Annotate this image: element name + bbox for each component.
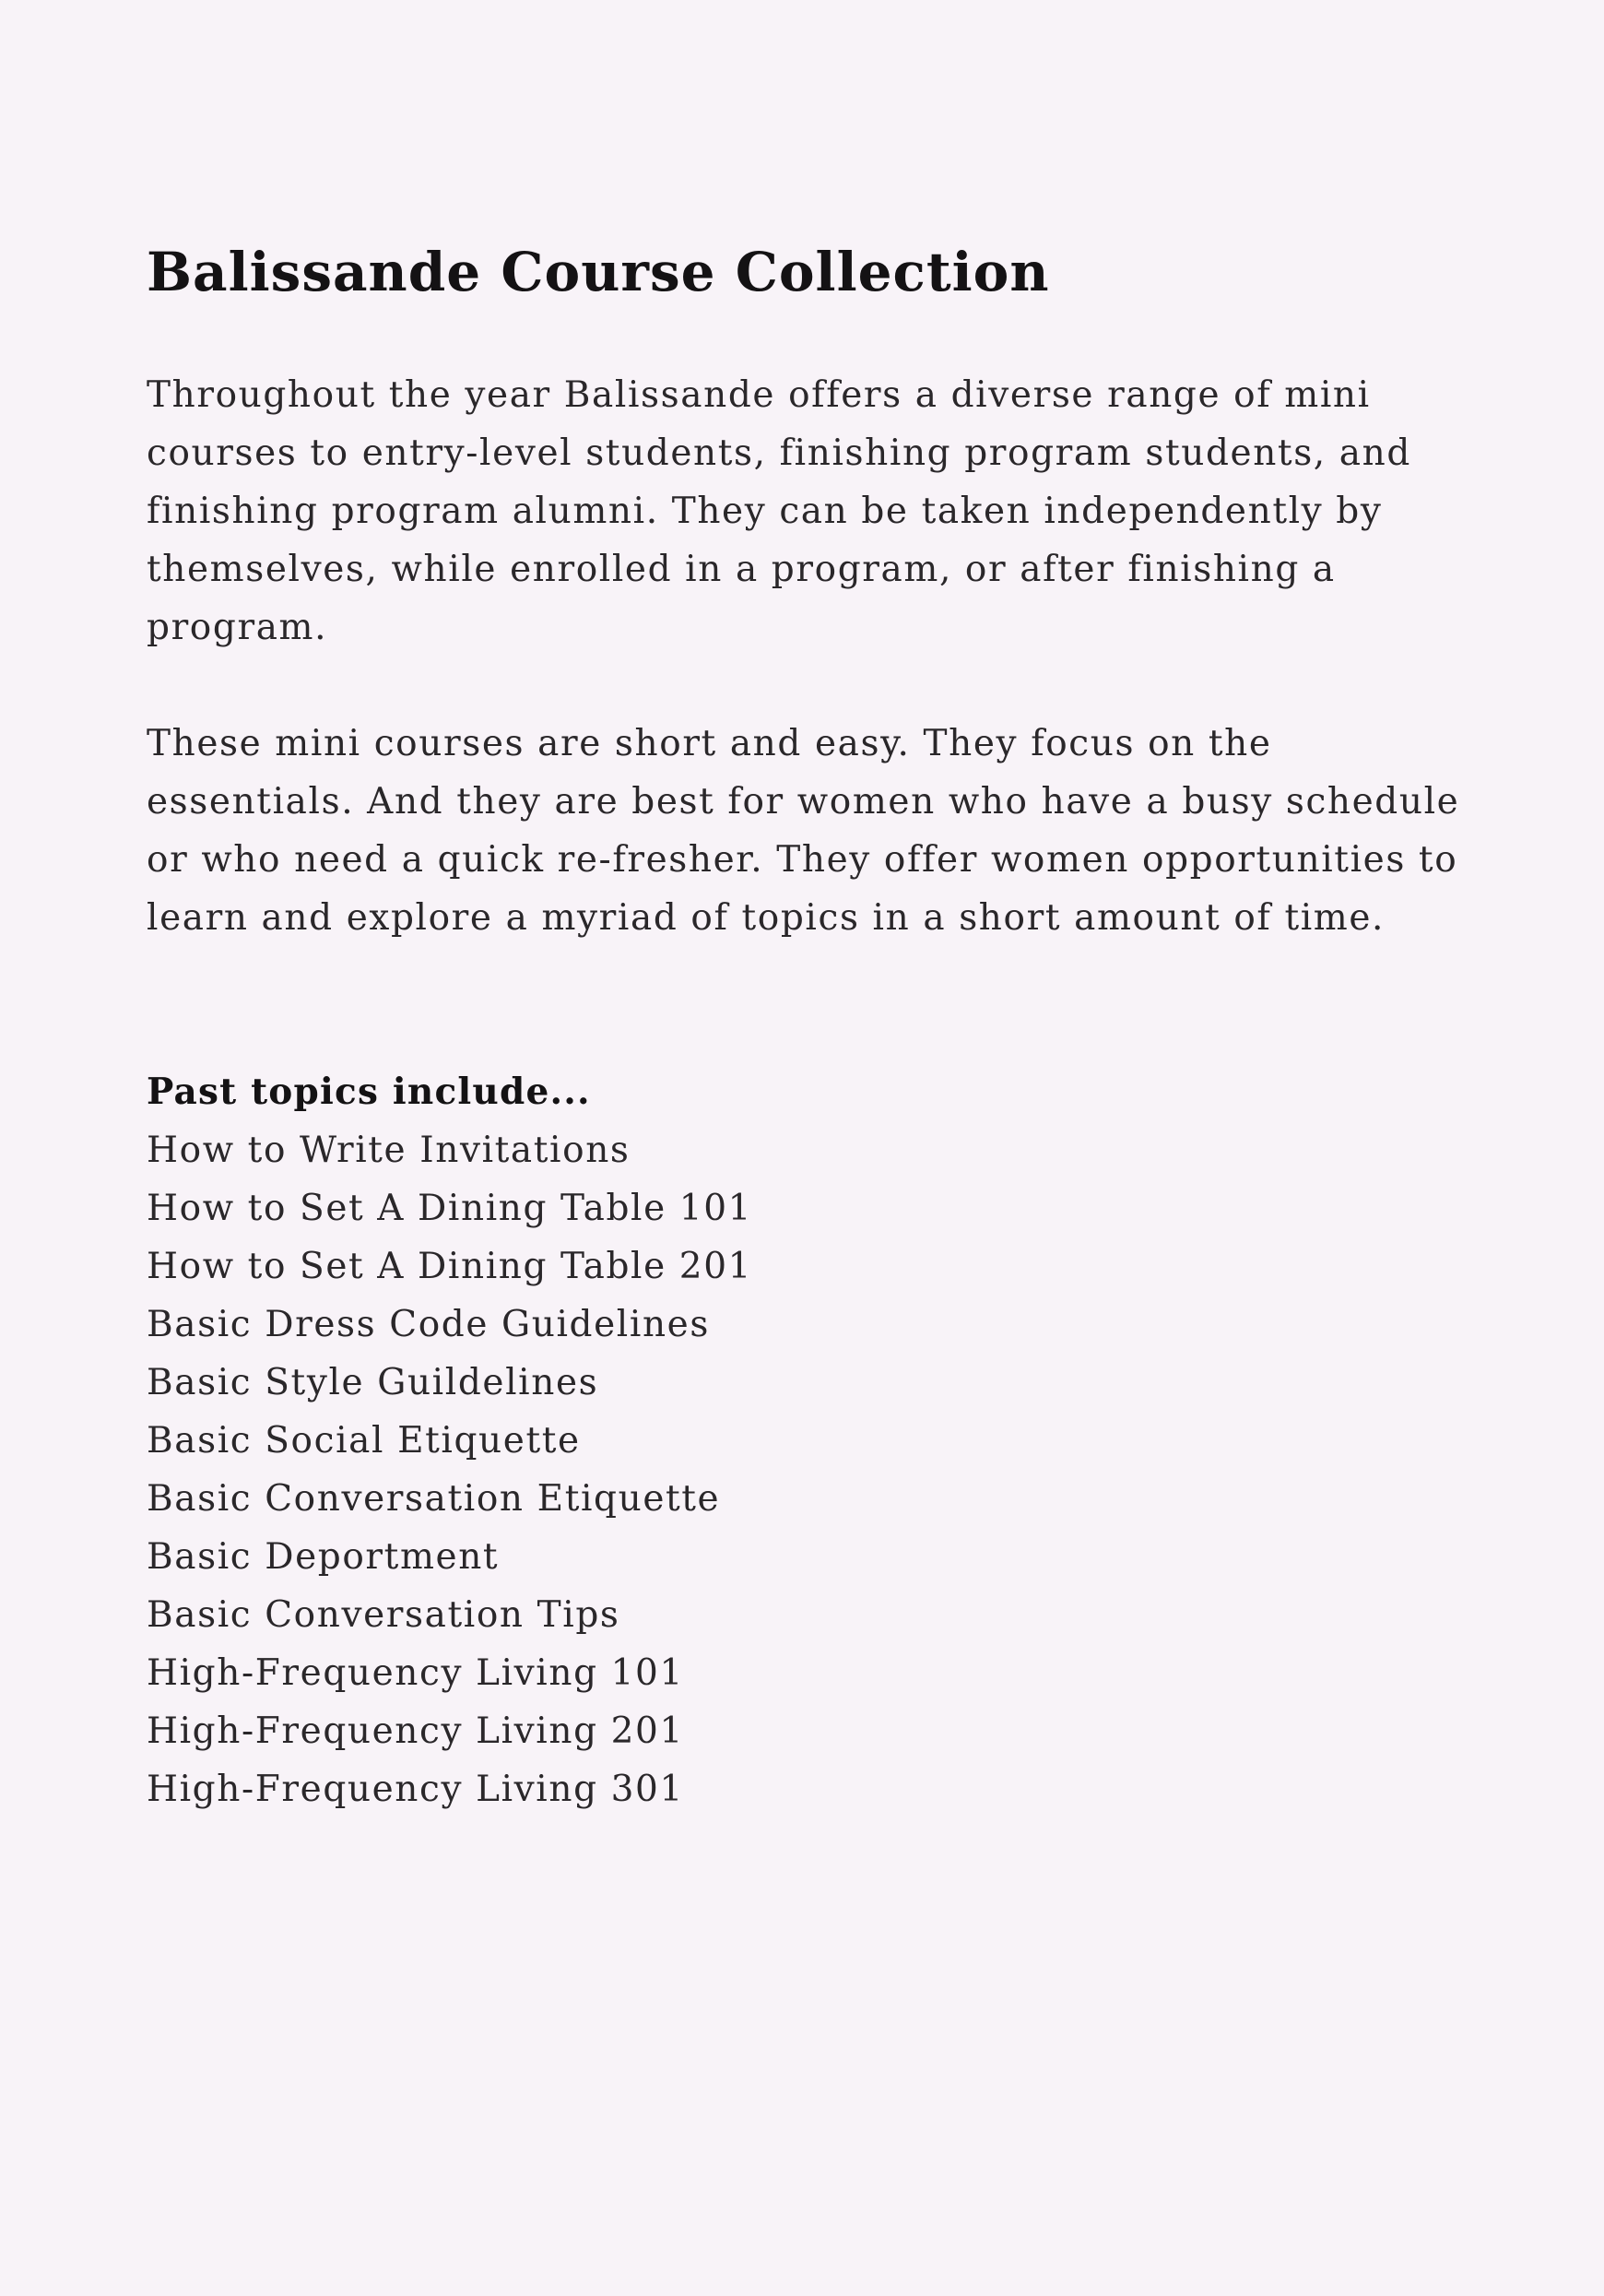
topic-item: High-Frequency Living 101: [147, 1652, 684, 1694]
past-topics-section: [147, 1063, 1474, 1818]
topic-item: High-Frequency Living 201: [147, 1710, 684, 1752]
document-content: [147, 231, 1474, 1818]
topic-item: High-Frequency Living 301: [147, 1769, 684, 1810]
topic-item: Basic Style Guildelines: [147, 1362, 599, 1403]
topics-heading: Past topics include...: [147, 1071, 591, 1113]
topic-item: Basic Dress Code Guidelines: [147, 1304, 710, 1345]
topic-item: How to Write Invitations: [147, 1130, 631, 1171]
topic-item: Basic Social Etiquette: [147, 1420, 581, 1462]
page-title: Balissande Course Collection: [147, 241, 1050, 303]
topic-item: How to Set A Dining Table 201: [147, 1246, 753, 1287]
topic-item: How to Set A Dining Table 101: [147, 1188, 753, 1229]
intro-paragraph: Throughout the year Balissande offers a diverse range of mini courses to entry-level students, finishing program students, and finishing program alumni. They can be taken independently by themselves, while enrolled in a program, or after finishing a program.: [147, 374, 1411, 648]
topic-item: Basic Deportment: [147, 1536, 500, 1578]
topic-item: Basic Conversation Etiquette: [147, 1478, 721, 1520]
description-paragraph: These mini courses are short and easy. They focus on the essentials. And they are best for women who have a busy schedule or who need a quick re-fresher. They offer women opportunities to learn and explore a myriad of topics in a short amount of time.: [147, 723, 1460, 939]
topic-list: [147, 1121, 1474, 1818]
topic-item: Basic Conversation Tips: [147, 1594, 620, 1636]
